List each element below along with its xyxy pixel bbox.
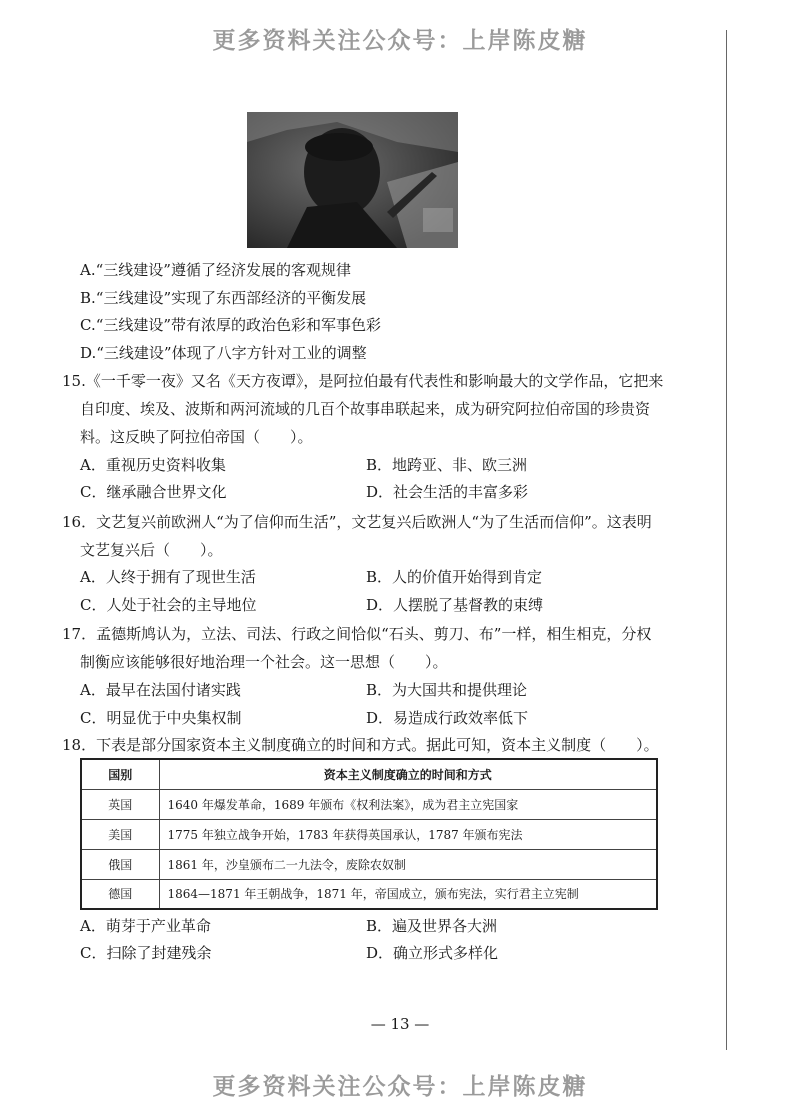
table-cell-detail: 1861 年，沙皇颁布二一九法令，废除农奴制	[159, 849, 657, 879]
watermark-bottom: 更多资料关注公众号：上岸陈皮糖	[212, 1074, 588, 1100]
table-header-country: 国别	[81, 759, 159, 789]
q17-option-a: A．最早在法国付诸实践	[80, 681, 241, 699]
q15-stem-line3: 料。这反映了阿拉伯帝国（ ）。	[80, 428, 313, 446]
table-row	[81, 789, 657, 819]
q14-option-b: B.“三线建设”实现了东西部经济的平衡发展	[80, 289, 367, 307]
q16-stem-line1: 16．文艺复兴前欧洲人“为了信仰而生活”，文艺复兴后欧洲人“为了生活而信仰”。这表明	[62, 513, 652, 531]
table-cell-country: 美国	[81, 819, 159, 849]
q17-option-c: C．明显优于中央集权制	[80, 709, 242, 727]
q17-option-d: D．易造成行政效率低下	[366, 709, 529, 727]
q18-stem: 18．下表是部分国家资本主义制度确立的时间和方式。据此可知，资本主义制度（ ）。	[62, 736, 659, 754]
q14-option-c: C.“三线建设”带有浓厚的政治色彩和军事色彩	[80, 316, 382, 334]
q18-option-b: B．遍及世界各大洲	[366, 917, 498, 935]
table-cell-detail: 1775 年独立战争开始，1783 年获得英国承认，1787 年颁布宪法	[159, 819, 657, 849]
photo-image	[247, 112, 458, 248]
q15-option-d: D．社会生活的丰富多彩	[366, 483, 529, 501]
q15-option-b: B．地跨亚、非、欧三洲	[366, 456, 528, 474]
capitalism-table	[80, 758, 658, 910]
q16-option-b: B．人的价值开始得到肯定	[366, 568, 543, 586]
q18-option-d: D．确立形式多样化	[366, 944, 499, 962]
page-number: — 13 —	[370, 1015, 430, 1033]
table-row	[81, 819, 657, 849]
q16-option-a: A．人终于拥有了现世生活	[80, 568, 256, 586]
watermark-top: 更多资料关注公众号：上岸陈皮糖	[212, 28, 588, 54]
q18-option-c: C．扫除了封建残余	[80, 944, 212, 962]
q16-stem-line2: 文艺复兴后（ ）。	[80, 541, 223, 559]
margin-rule	[726, 30, 727, 1050]
table-header-detail: 资本主义制度确立的时间和方式	[159, 759, 657, 789]
table-cell-country: 德国	[81, 879, 159, 909]
table-header-row	[81, 759, 657, 789]
q15-option-c: C．继承融合世界文化	[80, 483, 227, 501]
q17-stem-line2: 制衡应该能够很好地治理一个社会。这一思想（ ）。	[80, 653, 448, 671]
table-row	[81, 879, 657, 909]
historical-photo	[247, 112, 458, 248]
q16-option-d: D．人摆脱了基督教的束缚	[366, 596, 544, 614]
q18-option-a: A．萌芽于产业革命	[80, 917, 211, 935]
q14-option-d: D.“三线建设”体现了八字方针对工业的调整	[80, 344, 367, 362]
table-cell-country: 英国	[81, 789, 159, 819]
q15-stem-line2: 自印度、埃及、波斯和两河流域的几百个故事串联起来，成为研究阿拉伯帝国的珍贵资	[80, 400, 651, 418]
q17-stem-line1: 17．孟德斯鸠认为，立法、司法、行政之间恰似“石头、剪刀、布”一样，相生相克，分权	[62, 625, 652, 643]
table-row	[81, 849, 657, 879]
q16-option-c: C．人处于社会的主导地位	[80, 596, 257, 614]
table-cell-detail: 1864—1871 年王朝战争，1871 年，帝国成立，颁布宪法，实行君主立宪制	[159, 879, 657, 909]
q15-option-a: A．重视历史资料收集	[80, 456, 226, 474]
q17-option-b: B．为大国共和提供理论	[366, 681, 528, 699]
table-cell-detail: 1640 年爆发革命，1689 年颁布《权利法案》，成为君主立宪国家	[159, 789, 657, 819]
q15-stem-line1: 15.《一千零一夜》又名《天方夜谭》，是阿拉伯最有代表性和影响最大的文学作品，它把来	[62, 372, 664, 390]
q14-option-a: A.“三线建设”遵循了经济发展的客观规律	[80, 261, 351, 279]
table-cell-country: 俄国	[81, 849, 159, 879]
